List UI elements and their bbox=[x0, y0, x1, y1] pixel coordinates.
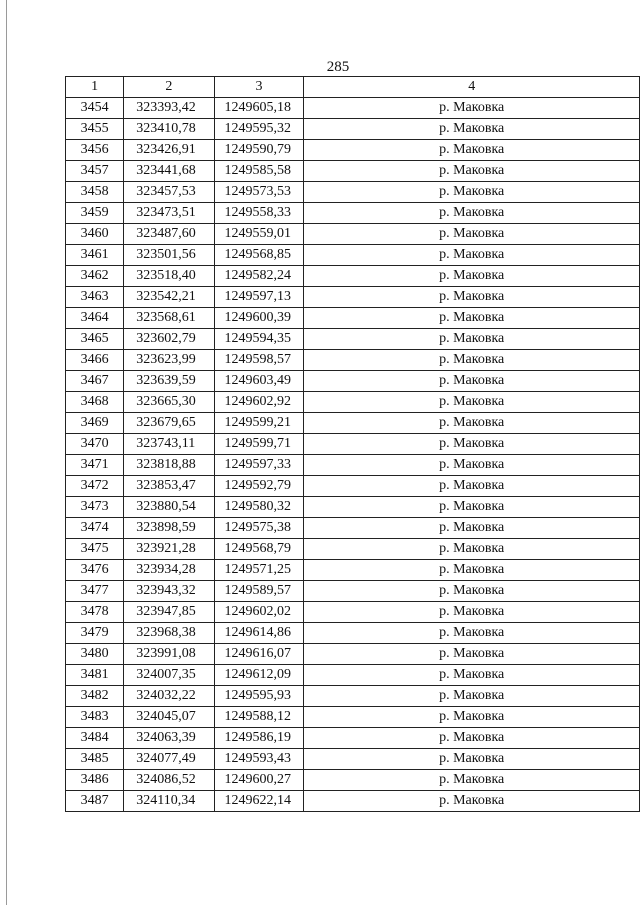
object-name-cell: р. Маковка bbox=[304, 98, 640, 119]
table-row bbox=[66, 119, 640, 140]
point-number-cell: 3471 bbox=[66, 455, 124, 476]
y-coordinate-cell: 1249597,33 bbox=[214, 455, 304, 476]
x-coordinate-cell: 323441,68 bbox=[124, 161, 214, 182]
object-name-cell: р. Маковка bbox=[304, 623, 640, 644]
y-coordinate-cell: 1249592,79 bbox=[214, 476, 304, 497]
point-number-cell: 3464 bbox=[66, 308, 124, 329]
x-coordinate-cell: 323410,78 bbox=[124, 119, 214, 140]
x-coordinate-cell: 323880,54 bbox=[124, 497, 214, 518]
y-coordinate-cell: 1249568,85 bbox=[214, 245, 304, 266]
y-coordinate-cell: 1249573,53 bbox=[214, 182, 304, 203]
table-row bbox=[66, 791, 640, 812]
point-number-cell: 3470 bbox=[66, 434, 124, 455]
y-coordinate-cell: 1249603,49 bbox=[214, 371, 304, 392]
object-name-cell: р. Маковка bbox=[304, 560, 640, 581]
object-name-cell: р. Маковка bbox=[304, 203, 640, 224]
point-number-cell: 3467 bbox=[66, 371, 124, 392]
point-number-cell: 3466 bbox=[66, 350, 124, 371]
y-coordinate-cell: 1249602,92 bbox=[214, 392, 304, 413]
table-row bbox=[66, 350, 640, 371]
table-row bbox=[66, 518, 640, 539]
y-coordinate-cell: 1249558,33 bbox=[214, 203, 304, 224]
point-number-cell: 3487 bbox=[66, 791, 124, 812]
x-coordinate-cell: 323943,32 bbox=[124, 581, 214, 602]
object-name-cell: р. Маковка bbox=[304, 329, 640, 350]
y-coordinate-cell: 1249598,57 bbox=[214, 350, 304, 371]
x-coordinate-cell: 323898,59 bbox=[124, 518, 214, 539]
object-name-cell: р. Маковка bbox=[304, 392, 640, 413]
point-number-cell: 3469 bbox=[66, 413, 124, 434]
table-row bbox=[66, 707, 640, 728]
table-body bbox=[66, 98, 640, 812]
object-name-cell: р. Маковка bbox=[304, 434, 640, 455]
y-coordinate-cell: 1249600,27 bbox=[214, 770, 304, 791]
point-number-cell: 3462 bbox=[66, 266, 124, 287]
y-coordinate-cell: 1249586,19 bbox=[214, 728, 304, 749]
object-name-cell: р. Маковка bbox=[304, 350, 640, 371]
point-number-cell: 3456 bbox=[66, 140, 124, 161]
table-row bbox=[66, 224, 640, 245]
x-coordinate-cell: 323602,79 bbox=[124, 329, 214, 350]
table-row bbox=[66, 434, 640, 455]
table-row bbox=[66, 602, 640, 623]
x-coordinate-cell: 323991,08 bbox=[124, 644, 214, 665]
table-row bbox=[66, 161, 640, 182]
table-row bbox=[66, 308, 640, 329]
point-number-cell: 3479 bbox=[66, 623, 124, 644]
table-row bbox=[66, 392, 640, 413]
x-coordinate-cell: 323542,21 bbox=[124, 287, 214, 308]
x-coordinate-cell: 323457,53 bbox=[124, 182, 214, 203]
table-row bbox=[66, 413, 640, 434]
point-number-cell: 3459 bbox=[66, 203, 124, 224]
table-row bbox=[66, 203, 640, 224]
y-coordinate-cell: 1249599,71 bbox=[214, 434, 304, 455]
point-number-cell: 3454 bbox=[66, 98, 124, 119]
point-number-cell: 3460 bbox=[66, 224, 124, 245]
point-number-cell: 3458 bbox=[66, 182, 124, 203]
object-name-cell: р. Маковка bbox=[304, 413, 640, 434]
coordinates-table bbox=[65, 76, 640, 812]
point-number-cell: 3473 bbox=[66, 497, 124, 518]
point-number-cell: 3477 bbox=[66, 581, 124, 602]
point-number-cell: 3478 bbox=[66, 602, 124, 623]
column-header-3: 3 bbox=[214, 77, 304, 98]
x-coordinate-cell: 323665,30 bbox=[124, 392, 214, 413]
column-header-2: 2 bbox=[124, 77, 214, 98]
x-coordinate-cell: 323393,42 bbox=[124, 98, 214, 119]
table-row bbox=[66, 686, 640, 707]
point-number-cell: 3461 bbox=[66, 245, 124, 266]
y-coordinate-cell: 1249595,93 bbox=[214, 686, 304, 707]
object-name-cell: р. Маковка bbox=[304, 161, 640, 182]
object-name-cell: р. Маковка bbox=[304, 791, 640, 812]
object-name-cell: р. Маковка bbox=[304, 224, 640, 245]
point-number-cell: 3486 bbox=[66, 770, 124, 791]
object-name-cell: р. Маковка bbox=[304, 770, 640, 791]
object-name-cell: р. Маковка bbox=[304, 371, 640, 392]
y-coordinate-cell: 1249559,01 bbox=[214, 224, 304, 245]
y-coordinate-cell: 1249593,43 bbox=[214, 749, 304, 770]
point-number-cell: 3484 bbox=[66, 728, 124, 749]
point-number-cell: 3468 bbox=[66, 392, 124, 413]
object-name-cell: р. Маковка bbox=[304, 602, 640, 623]
table-row bbox=[66, 182, 640, 203]
x-coordinate-cell: 323679,65 bbox=[124, 413, 214, 434]
object-name-cell: р. Маковка bbox=[304, 644, 640, 665]
page-number: 285 bbox=[326, 59, 350, 75]
table-row bbox=[66, 140, 640, 161]
table-row bbox=[66, 497, 640, 518]
y-coordinate-cell: 1249602,02 bbox=[214, 602, 304, 623]
x-coordinate-cell: 324032,22 bbox=[124, 686, 214, 707]
x-coordinate-cell: 323947,85 bbox=[124, 602, 214, 623]
y-coordinate-cell: 1249622,14 bbox=[214, 791, 304, 812]
x-coordinate-cell: 323623,99 bbox=[124, 350, 214, 371]
column-header-4: 4 bbox=[304, 77, 640, 98]
x-coordinate-cell: 323501,56 bbox=[124, 245, 214, 266]
y-coordinate-cell: 1249588,12 bbox=[214, 707, 304, 728]
point-number-cell: 3483 bbox=[66, 707, 124, 728]
point-number-cell: 3481 bbox=[66, 665, 124, 686]
x-coordinate-cell: 324063,39 bbox=[124, 728, 214, 749]
table-row bbox=[66, 644, 640, 665]
x-coordinate-cell: 323934,28 bbox=[124, 560, 214, 581]
object-name-cell: р. Маковка bbox=[304, 308, 640, 329]
x-coordinate-cell: 324110,34 bbox=[124, 791, 214, 812]
y-coordinate-cell: 1249612,09 bbox=[214, 665, 304, 686]
table-row bbox=[66, 98, 640, 119]
point-number-cell: 3476 bbox=[66, 560, 124, 581]
object-name-cell: р. Маковка bbox=[304, 140, 640, 161]
point-number-cell: 3465 bbox=[66, 329, 124, 350]
x-coordinate-cell: 323518,40 bbox=[124, 266, 214, 287]
table-row bbox=[66, 371, 640, 392]
object-name-cell: р. Маковка bbox=[304, 287, 640, 308]
object-name-cell: р. Маковка bbox=[304, 455, 640, 476]
table-row bbox=[66, 539, 640, 560]
y-coordinate-cell: 1249575,38 bbox=[214, 518, 304, 539]
x-coordinate-cell: 323853,47 bbox=[124, 476, 214, 497]
object-name-cell: р. Маковка bbox=[304, 728, 640, 749]
y-coordinate-cell: 1249568,79 bbox=[214, 539, 304, 560]
y-coordinate-cell: 1249585,58 bbox=[214, 161, 304, 182]
x-coordinate-cell: 323818,88 bbox=[124, 455, 214, 476]
object-name-cell: р. Маковка bbox=[304, 245, 640, 266]
point-number-cell: 3472 bbox=[66, 476, 124, 497]
y-coordinate-cell: 1249616,07 bbox=[214, 644, 304, 665]
y-coordinate-cell: 1249614,86 bbox=[214, 623, 304, 644]
y-coordinate-cell: 1249605,18 bbox=[214, 98, 304, 119]
object-name-cell: р. Маковка bbox=[304, 539, 640, 560]
x-coordinate-cell: 324045,07 bbox=[124, 707, 214, 728]
x-coordinate-cell: 323568,61 bbox=[124, 308, 214, 329]
y-coordinate-cell: 1249582,24 bbox=[214, 266, 304, 287]
y-coordinate-cell: 1249600,39 bbox=[214, 308, 304, 329]
table-row bbox=[66, 770, 640, 791]
x-coordinate-cell: 323639,59 bbox=[124, 371, 214, 392]
table-row bbox=[66, 476, 640, 497]
object-name-cell: р. Маковка bbox=[304, 476, 640, 497]
table-row bbox=[66, 560, 640, 581]
x-coordinate-cell: 323968,38 bbox=[124, 623, 214, 644]
column-header-1: 1 bbox=[66, 77, 124, 98]
x-coordinate-cell: 324007,35 bbox=[124, 665, 214, 686]
table-row bbox=[66, 728, 640, 749]
table-header-row bbox=[66, 77, 640, 98]
scan-margin-line bbox=[6, 0, 7, 905]
y-coordinate-cell: 1249571,25 bbox=[214, 560, 304, 581]
y-coordinate-cell: 1249594,35 bbox=[214, 329, 304, 350]
x-coordinate-cell: 323921,28 bbox=[124, 539, 214, 560]
object-name-cell: р. Маковка bbox=[304, 749, 640, 770]
object-name-cell: р. Маковка bbox=[304, 707, 640, 728]
table-row bbox=[66, 665, 640, 686]
object-name-cell: р. Маковка bbox=[304, 581, 640, 602]
point-number-cell: 3475 bbox=[66, 539, 124, 560]
point-number-cell: 3474 bbox=[66, 518, 124, 539]
table-row bbox=[66, 749, 640, 770]
table-row bbox=[66, 455, 640, 476]
table-row bbox=[66, 266, 640, 287]
object-name-cell: р. Маковка bbox=[304, 266, 640, 287]
point-number-cell: 3455 bbox=[66, 119, 124, 140]
y-coordinate-cell: 1249599,21 bbox=[214, 413, 304, 434]
object-name-cell: р. Маковка bbox=[304, 497, 640, 518]
object-name-cell: р. Маковка bbox=[304, 182, 640, 203]
table-row bbox=[66, 245, 640, 266]
object-name-cell: р. Маковка bbox=[304, 665, 640, 686]
y-coordinate-cell: 1249590,79 bbox=[214, 140, 304, 161]
object-name-cell: р. Маковка bbox=[304, 686, 640, 707]
x-coordinate-cell: 323473,51 bbox=[124, 203, 214, 224]
point-number-cell: 3482 bbox=[66, 686, 124, 707]
y-coordinate-cell: 1249597,13 bbox=[214, 287, 304, 308]
point-number-cell: 3485 bbox=[66, 749, 124, 770]
table-row bbox=[66, 329, 640, 350]
x-coordinate-cell: 323487,60 bbox=[124, 224, 214, 245]
y-coordinate-cell: 1249580,32 bbox=[214, 497, 304, 518]
table-row bbox=[66, 581, 640, 602]
object-name-cell: р. Маковка bbox=[304, 119, 640, 140]
y-coordinate-cell: 1249589,57 bbox=[214, 581, 304, 602]
point-number-cell: 3480 bbox=[66, 644, 124, 665]
point-number-cell: 3463 bbox=[66, 287, 124, 308]
point-number-cell: 3457 bbox=[66, 161, 124, 182]
table-row bbox=[66, 623, 640, 644]
x-coordinate-cell: 323743,11 bbox=[124, 434, 214, 455]
x-coordinate-cell: 323426,91 bbox=[124, 140, 214, 161]
x-coordinate-cell: 324086,52 bbox=[124, 770, 214, 791]
x-coordinate-cell: 324077,49 bbox=[124, 749, 214, 770]
object-name-cell: р. Маковка bbox=[304, 518, 640, 539]
table-row bbox=[66, 287, 640, 308]
y-coordinate-cell: 1249595,32 bbox=[214, 119, 304, 140]
